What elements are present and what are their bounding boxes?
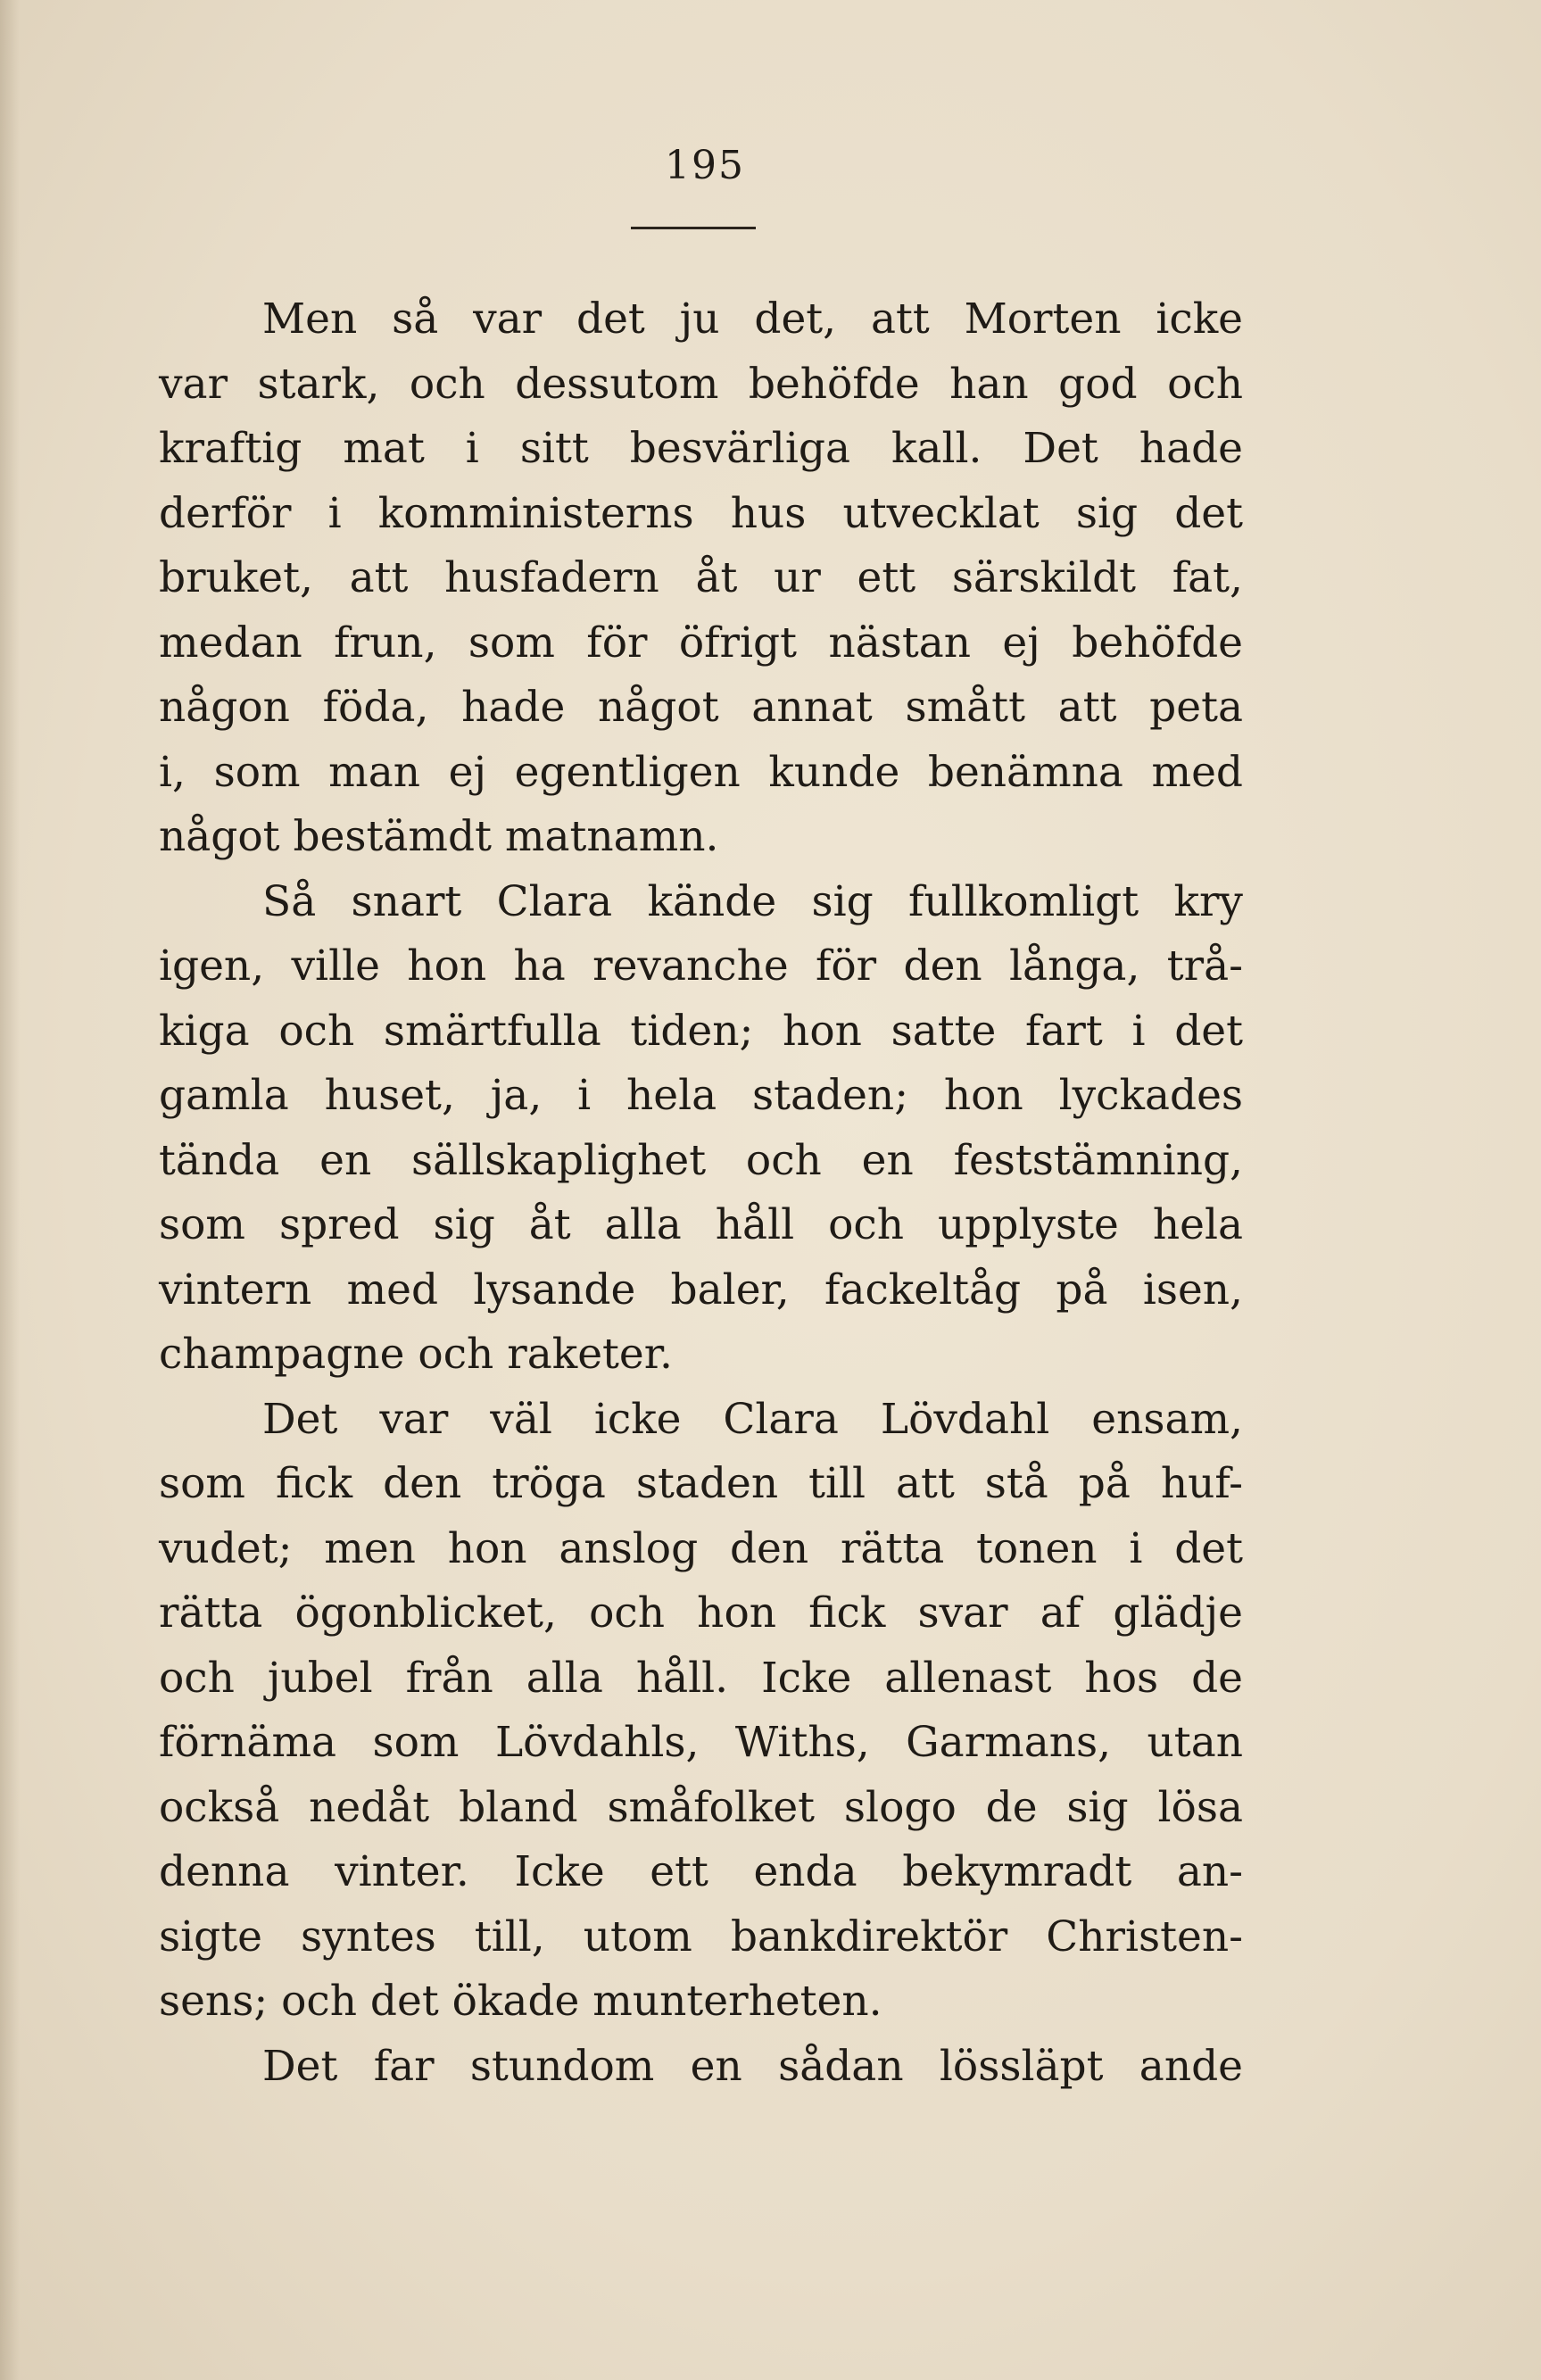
text-line: Men så var det ju det, att Morten icke — [262, 294, 1243, 344]
text-line: bruket, att husfadern åt ur ett särskildt fat, — [159, 553, 1243, 602]
text-line: kraftig mat i sitt besvärliga kall. Det hade — [159, 424, 1243, 473]
text-line: vudet; men hon anslog den rätta tonen i det — [159, 1523, 1243, 1573]
text-line: sens; och det ökade munterheten. — [159, 1977, 882, 2026]
text-line: medan frun, som för öfrigt nästan ej behöfde — [159, 618, 1243, 668]
text-line: kiga och smärtfulla tiden; hon satte fart i det — [159, 1006, 1243, 1056]
text-line: gamla huset, ja, i hela staden; hon lyckades — [159, 1071, 1243, 1120]
text-line: någon föda, hade något annat smått att peta — [159, 683, 1243, 732]
text-line: champagne och raketer. — [159, 1330, 673, 1379]
text-line: igen, ville hon ha revanche för den långa, trå- — [159, 941, 1243, 991]
text-line: Det far stundom en sådan lössläpt ande — [262, 2041, 1243, 2091]
text-line: som spred sig åt alla håll och upplyste hela — [159, 1200, 1243, 1249]
text-line: var stark, och dessutom behöfde han god och — [159, 359, 1243, 409]
text-line: rätta ögonblicket, och hon fick svar af glädje — [159, 1588, 1243, 1638]
text-line: och jubel från alla håll. Icke allenast hos de — [159, 1653, 1243, 1703]
body-text — [159, 287, 1243, 2099]
text-line: i, som man ej egentligen kunde benämna med — [159, 747, 1243, 797]
page-gutter-shadow — [0, 0, 20, 2380]
header-rule — [631, 227, 756, 229]
page-number: 195 — [665, 143, 745, 188]
text-line: tända en sällskaplighet och en feststämning, — [159, 1135, 1243, 1185]
text-line: Så snart Clara kände sig fullkomligt kry — [262, 876, 1243, 926]
text-line: denna vinter. Icke ett enda bekymradt an- — [159, 1847, 1243, 1896]
text-line: Det var väl icke Clara Lövdahl ensam, — [262, 1394, 1243, 1444]
text-line: sigte syntes till, utom bankdirektör Christen- — [159, 1911, 1243, 1961]
text-line: något bestämdt matnamn. — [159, 812, 719, 861]
text-line: derför i komministerns hus utvecklat sig det — [159, 488, 1243, 538]
text-line: också nedåt bland småfolket slogo de sig lösa — [159, 1782, 1243, 1832]
text-line: som fick den tröga staden till att stå på huf- — [159, 1459, 1243, 1508]
text-line: vintern med lysande baler, fackeltåg på isen, — [159, 1265, 1243, 1314]
text-line: förnäma som Lövdahls, Withs, Garmans, utan — [159, 1718, 1243, 1767]
